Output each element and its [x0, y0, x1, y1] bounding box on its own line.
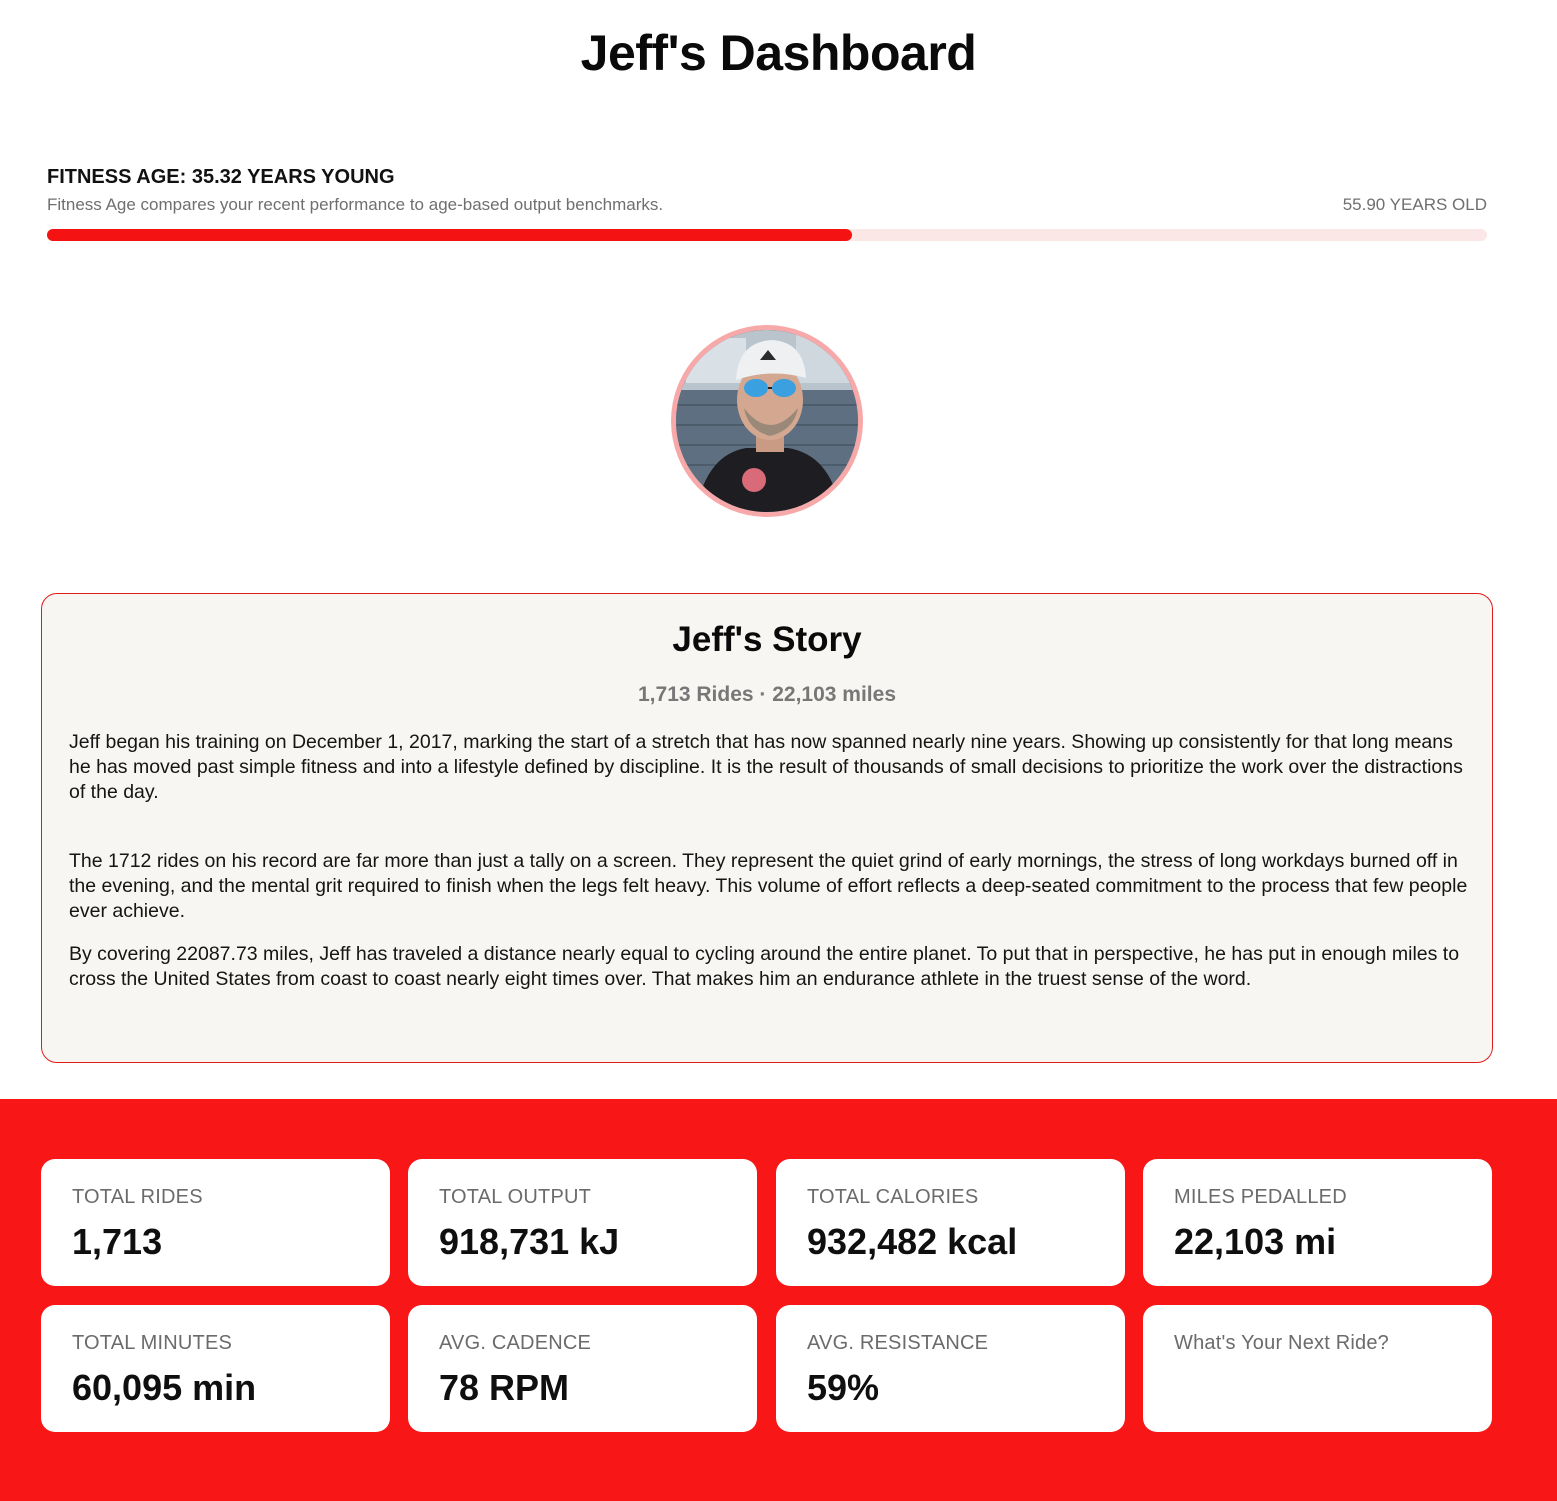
avatar[interactable] — [671, 325, 863, 517]
stat-card-avg-cadence — [408, 1305, 757, 1432]
stat-label: TOTAL MINUTES — [72, 1332, 233, 1354]
stat-value: 59% — [807, 1367, 880, 1408]
stat-value: 932,482 kcal — [807, 1221, 1018, 1262]
fitness-age-label: FITNESS AGE: 35.32 YEARS YOUNG — [47, 166, 395, 188]
fitness-age-section — [47, 166, 1487, 241]
next-ride-card[interactable] — [1143, 1305, 1492, 1432]
fitness-age-desc-row — [47, 195, 1487, 215]
story-title: Jeff's Story — [672, 620, 862, 659]
fitness-age-max-label: 55.90 YEARS OLD — [1342, 195, 1487, 214]
story-paragraph: The 1712 rides on his record are far more than just a tally on a screen. They represent the quiet grind of early mornings, the stress of long workdays burned off in the evening, and the mental grit required to finish when the legs felt heavy. This volume of effort reflects a deep-seated commitment to the process that few people ever achieve. — [69, 850, 1468, 922]
fitness-age-description: Fitness Age compares your recent performance to age-based output benchmarks. — [47, 195, 664, 214]
stat-value: 22,103 mi — [1174, 1221, 1337, 1262]
story-paragraph: By covering 22087.73 miles, Jeff has traveled a distance nearly equal to cycling around the entire planet. To put that in perspective, he has put in enough miles to cross the United States from coast to coast nearly eight times over. That makes him an endurance athlete in the truest sense of the word. — [69, 943, 1460, 990]
stat-card-total-output — [408, 1159, 757, 1286]
fitness-age-progress-fill — [47, 229, 852, 241]
stat-card-total-rides — [41, 1159, 390, 1286]
stat-label: AVG. RESISTANCE — [807, 1332, 989, 1354]
story-paragraph: Jeff began his training on December 1, 2017, marking the start of a stretch that has now spanned nearly nine years. Showing up consistently for that long means he has moved past simple fitness and into a lifestyle defined by discipline. It is the result of thousands of small decisions to prioritize the work over the distractions of the day. — [69, 731, 1463, 803]
next-ride-label[interactable]: What's Your Next Ride? — [1174, 1332, 1389, 1354]
stat-value: 78 RPM — [439, 1367, 570, 1408]
story-subtitle: 1,713 Rides · 22,103 miles — [638, 683, 896, 706]
stat-card-miles-pedalled — [1143, 1159, 1492, 1286]
stat-label: AVG. CADENCE — [439, 1332, 592, 1354]
fitness-age-progress-track — [47, 229, 1487, 241]
stats-band — [0, 1099, 1557, 1501]
stat-label: TOTAL OUTPUT — [439, 1186, 592, 1208]
stat-value: 918,731 kJ — [439, 1221, 620, 1262]
stat-value: 1,713 — [72, 1221, 163, 1262]
avatar-photo-icon — [676, 330, 858, 512]
stat-card-total-calories — [776, 1159, 1125, 1286]
stat-label: TOTAL RIDES — [72, 1186, 203, 1208]
stat-value: 60,095 min — [72, 1367, 257, 1408]
story-card — [41, 593, 1493, 1063]
stat-label: TOTAL CALORIES — [807, 1186, 979, 1208]
stat-label: MILES PEDALLED — [1174, 1186, 1347, 1208]
stat-card-total-minutes — [41, 1305, 390, 1432]
stat-card-avg-resistance — [776, 1305, 1125, 1432]
page-title: Jeff's Dashboard — [580, 25, 977, 81]
